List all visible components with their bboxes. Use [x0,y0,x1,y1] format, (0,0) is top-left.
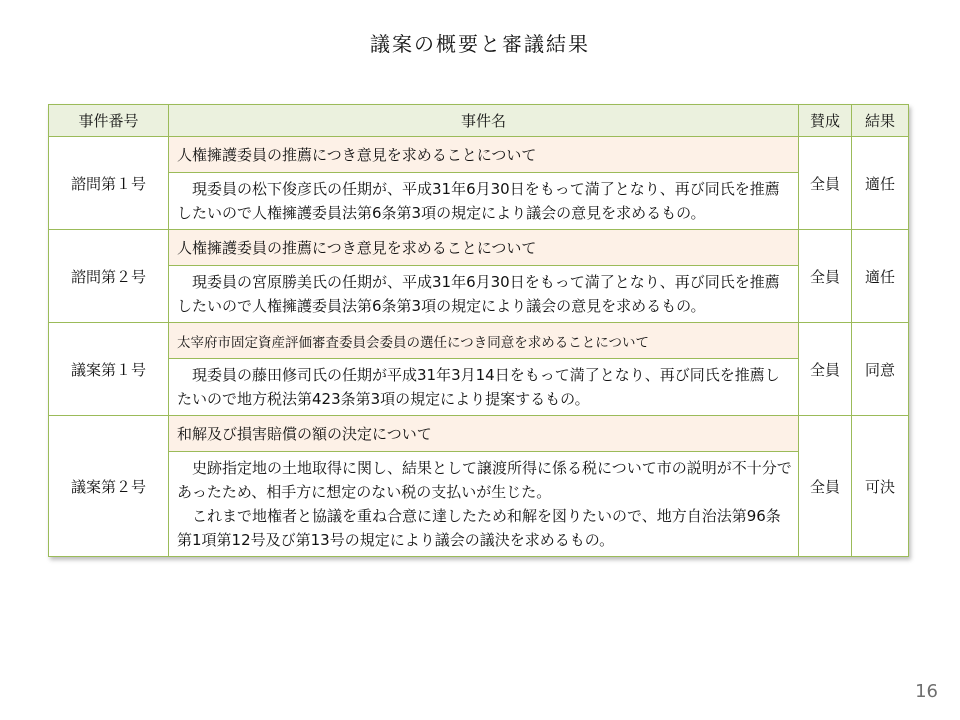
table-row-detail [49,173,909,230]
approval-cell: 全員 [799,230,852,323]
header-approval: 賛成 [799,105,852,137]
case-description [169,452,799,557]
table-row [49,416,909,452]
results-table-wrapper [48,104,909,557]
result-cell: 可決 [852,416,909,557]
table-row [49,137,909,173]
table-row-detail [49,359,909,416]
page-number: 16 [915,681,938,702]
case-description [169,173,799,230]
case-number: 議案第２号 [49,416,169,557]
header-case-name: 事件名 [169,105,799,137]
result-cell: 同意 [852,323,909,416]
case-description [169,266,799,323]
approval-cell: 全員 [799,323,852,416]
case-number: 諮問第２号 [49,230,169,323]
result-cell: 適任 [852,137,909,230]
case-name: 人権擁護委員の推薦につき意見を求めることについて [169,137,799,173]
result-cell: 適任 [852,230,909,323]
description-paragraph: 現委員の藤田修司氏の任期が平成31年3月14日をもって満了となり、再び同氏を推薦したいので地方税法第423条第3項の規定により提案するもの。 [177,366,780,408]
description-paragraph: 現委員の宮原勝美氏の任期が、平成31年6月30日をもって満了となり、再び同氏を推薦したいので人権擁護委員法第6条第3項の規定により議会の意見を求めるもの。 [177,273,780,315]
case-name: 和解及び損害賠償の額の決定について [169,416,799,452]
case-number: 議案第１号 [49,323,169,416]
approval-cell: 全員 [799,416,852,557]
table-row-detail [49,266,909,323]
case-description [169,359,799,416]
table-row [49,323,909,359]
results-table [48,104,909,557]
description-paragraph: 現委員の松下俊彦氏の任期が、平成31年6月30日をもって満了となり、再び同氏を推薦したいので人権擁護委員法第6条第3項の規定により議会の意見を求めるもの。 [177,180,780,222]
case-number: 諮問第１号 [49,137,169,230]
case-name: 太宰府市固定資産評価審査委員会委員の選任につき同意を求めることについて [169,323,799,359]
description-paragraph: これまで地権者と協議を重ね合意に達したため和解を図りたいので、地方自治法第96条第1項第12号及び第13号の規定により議会の議決を求めるもの。 [177,507,781,549]
page-title: 議案の概要と審議結果 [370,32,590,56]
case-name: 人権擁護委員の推薦につき意見を求めることについて [169,230,799,266]
description-paragraph: 史跡指定地の土地取得に関し、結果として譲渡所得に係る税について市の説明が不十分であったため、相手方に想定のない税の支払いが生じた。 [177,459,792,501]
table-row-detail [49,452,909,557]
table-row [49,230,909,266]
table-header-row [49,105,909,137]
header-case-number: 事件番号 [49,105,169,137]
approval-cell: 全員 [799,137,852,230]
header-result: 結果 [852,105,909,137]
